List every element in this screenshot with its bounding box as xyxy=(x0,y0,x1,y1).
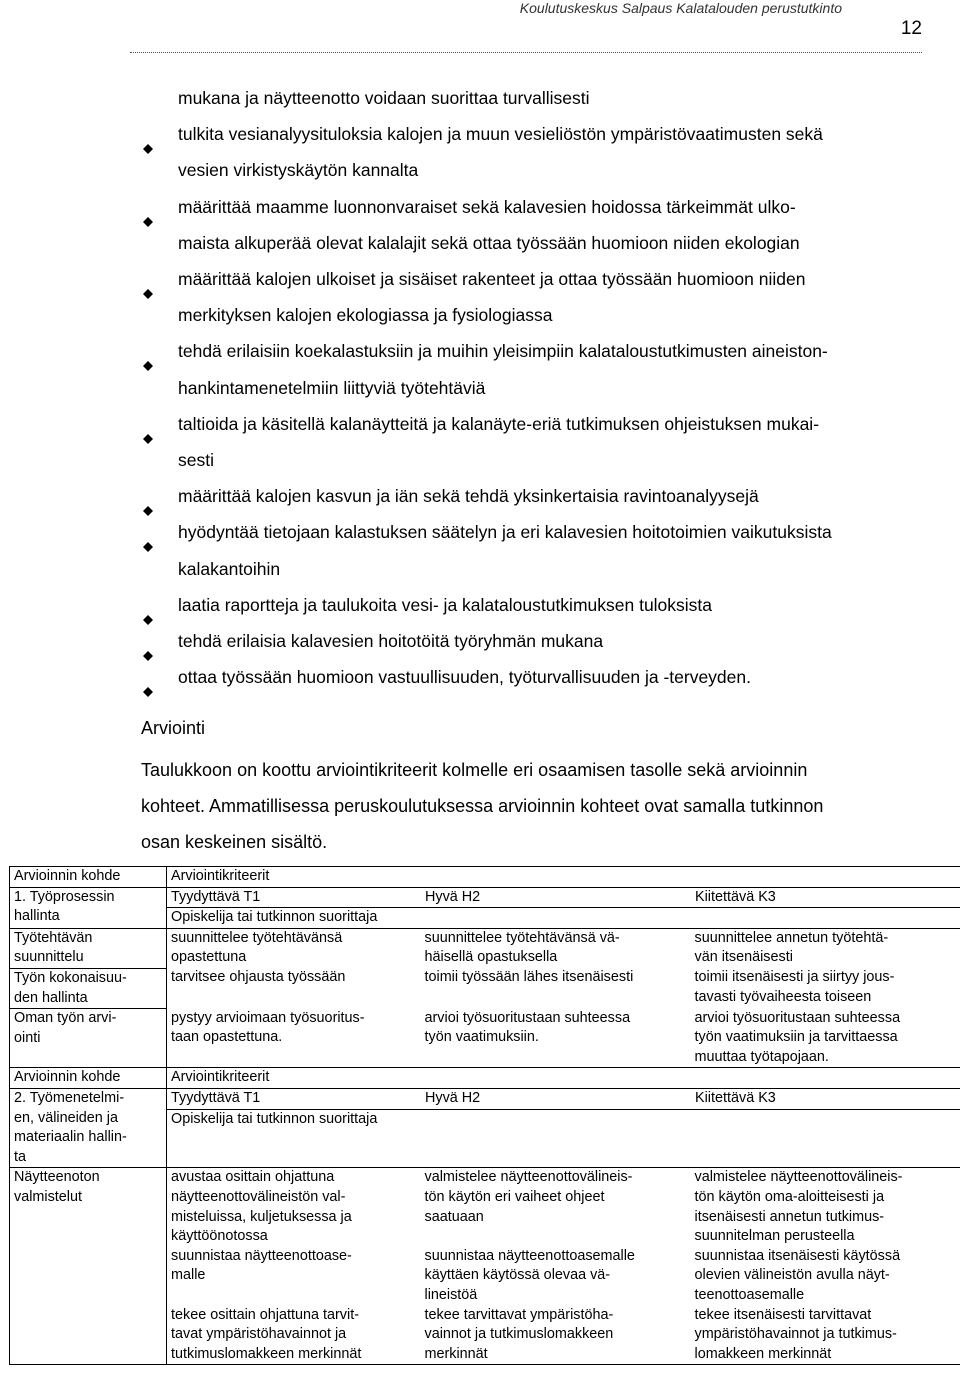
column-header-target: Arvioinnin kohde xyxy=(10,1068,167,1089)
section-paragraph: Taulukkoon on koottu arviointikriteerit kolmelle eri osaamisen tasolle sekä arvioinnin kohteet. Ammatillisessa peruskoulutuksessa arvioinnin kohteet ovat samalla tutkinnon osan keskeinen sisältö. xyxy=(141,760,824,852)
bullet-item xyxy=(0,406,960,478)
assessment-criteria-table xyxy=(9,866,960,1365)
level-t1-label: Tyydyttävä T1 xyxy=(167,1089,421,1109)
bullet-text: ottaa työssään huomioon vastuullisuuden, työturvallisuuden ja -terveyden. xyxy=(178,667,751,688)
empty-cell xyxy=(421,1109,691,1129)
empty-cell xyxy=(691,1109,960,1129)
assessment-target-group: 2. Työmenetelmi- en, välineiden ja materiaalin hallin- ta xyxy=(10,1089,167,1168)
criteria-h2: toimii työssään lähes itsenäisesti xyxy=(424,969,634,986)
bullet-item xyxy=(0,189,960,261)
bullet-item xyxy=(0,80,960,116)
empty-cell xyxy=(691,908,960,928)
criteria-t1: tekee osittain ohjattuna tarvit- tavat ympäristöhavainnot ja tutkimuslomakkeen merkinnät xyxy=(167,1306,421,1365)
assessment-target: Näytteenoton valmistelut xyxy=(10,1168,167,1247)
section-heading: Arviointi xyxy=(141,718,206,738)
criteria-k3: suunnittelee annetun työtehtä- vän itsenäisesti xyxy=(691,928,960,968)
criteria-t1: avustaa osittain ohjattuna näytteenottovälineistön val- misteluissa, kuljetuksessa ja käyttöönotossa xyxy=(167,1168,421,1247)
diamond-bullet-icon xyxy=(143,275,153,285)
column-header-criteria: Arviointikriteerit xyxy=(167,1068,960,1089)
criteria-t1: tarvitsee ohjausta työssään xyxy=(171,969,346,986)
criteria-k3: arvioi työsuoritustaan suhteessa työn vaatimuksiin ja tarvittaessa muuttaa työtapojaan. xyxy=(694,1009,901,1065)
criteria-h2: arvioi työsuoritustaan suhteessa työn vaatimuksiin. xyxy=(424,1009,631,1046)
criteria-t1: suunnistaa näytteenottoase- malle xyxy=(171,1247,352,1284)
table-row xyxy=(10,1306,960,1365)
empty-cell xyxy=(421,908,691,928)
assessment-target: Työn kokonaisuu- den hallinta xyxy=(10,968,167,1008)
bullet-item xyxy=(0,587,960,623)
table-row xyxy=(10,1247,960,1306)
criteria-t1: pystyy arvioimaan työsuoritus- taan opastettuna. xyxy=(171,1009,365,1046)
diamond-bullet-icon xyxy=(143,203,153,213)
table-level-row xyxy=(10,1089,960,1168)
level-t1-label: Tyydyttävä T1 xyxy=(167,888,421,908)
criteria-k3: toimii itsenäisesti ja siirtyy jous- tavasti työvaiheesta toiseen xyxy=(694,969,895,1006)
criteria-k3: suunnistaa itsenäisesti käytössä olevien välineistön avulla näyt- teenottoasemalle xyxy=(694,1247,901,1303)
diamond-bullet-icon xyxy=(143,130,153,140)
student-label: Opiskelija tai tutkinnon suorittaja xyxy=(171,1110,378,1127)
column-header-target: Arvioinnin kohde xyxy=(10,867,167,888)
header-divider xyxy=(130,52,922,53)
criteria-k3: tekee itsenäisesti tarvittavat ympäristöhavainnot ja tutkimus- lomakkeen merkinnät xyxy=(691,1306,960,1365)
criteria-h2: suunnittelee työtehtävänsä vä- häisellä opastuksella xyxy=(421,928,691,968)
document-header-title: Koulutuskeskus Salpaus Kalatalouden perustutkinto xyxy=(519,0,842,16)
assessment-target xyxy=(10,1306,167,1365)
criteria-h2: tekee tarvittavat ympäristöha- vainnot ja tutkimuslomakkeen merkinnät xyxy=(421,1306,691,1365)
bullet-item xyxy=(0,623,960,659)
level-cell xyxy=(167,887,960,928)
bullet-item xyxy=(0,261,960,333)
criteria-h2: valmistelee näytteenottovälineis- tön käytön eri vaiheet ohjeet saatuaan xyxy=(421,1168,691,1247)
diamond-bullet-icon xyxy=(143,637,153,647)
table-row xyxy=(10,928,960,968)
student-label: Opiskelija tai tutkinnon suorittaja xyxy=(171,909,378,926)
table-level-row xyxy=(10,887,960,928)
diamond-bullet-icon xyxy=(143,420,153,430)
objectives-bullet-list xyxy=(0,80,960,695)
criteria-k3: valmistelee näytteenottovälineis- tön käytön oma-aloitteisesti ja itsenäisesti annetun tutkimus- suunnitelman perusteella xyxy=(691,1168,960,1247)
level-subtable xyxy=(167,888,960,928)
table-row xyxy=(10,1168,960,1247)
column-header-criteria: Arviointikriteerit xyxy=(167,867,960,888)
bullet-item xyxy=(0,659,960,695)
table-row xyxy=(10,1009,960,1068)
bullet-item xyxy=(0,333,960,405)
bullet-item xyxy=(0,478,960,514)
level-subtable xyxy=(167,1089,960,1129)
bullet-text: tulkita vesianalyysituloksia kalojen ja muun vesieliöstön ympäristövaatimusten sekä vesien virkistyskäytön kannalta xyxy=(178,124,823,181)
bullet-text: laatia raportteja ja taulukoita vesi- ja kalataloustutkimuksen tuloksista xyxy=(178,594,713,615)
table-row xyxy=(10,968,960,1008)
level-k3-label: Kiitettävä K3 xyxy=(691,888,960,908)
bullet-text: määrittää maamme luonnonvaraiset sekä kalavesien hoidossa tärkeimmät ulko- maista alkuperää olevat kalalajit sekä ottaa työssään huomioon niiden ekologian xyxy=(178,196,800,253)
table-header-row xyxy=(10,867,960,888)
bullet-text: taltioida ja käsitellä kalanäytteitä ja kalanäyte-eriä tutkimuksen ohjeistuksen mukai- sesti xyxy=(178,413,820,471)
level-cell xyxy=(167,1089,960,1168)
level-h2-label: Hyvä H2 xyxy=(421,1089,691,1109)
diamond-bullet-icon xyxy=(143,528,153,538)
criteria-t1: suunnittelee työtehtävänsä opastettuna xyxy=(167,928,421,968)
level-k3-label: Kiitettävä K3 xyxy=(691,1089,960,1109)
bullet-text: mukana ja näytteenotto voidaan suorittaa turvallisesti xyxy=(178,88,590,108)
assessment-target-group: 1. Työprosessin hallinta xyxy=(10,887,167,928)
bullet-text: tehdä erilaisia kalavesien hoitotöitä työryhmän mukana xyxy=(178,631,604,652)
page-number: 12 xyxy=(900,18,922,39)
assessment-target: Työtehtävän suunnittelu xyxy=(10,928,167,968)
bullet-text: määrittää kalojen ulkoiset ja sisäiset rakenteet ja ottaa työssään huomioon niiden merkityksen kalojen ekologiassa ja fysiologiassa xyxy=(178,269,806,326)
diamond-bullet-icon xyxy=(143,673,153,683)
bullet-text: määrittää kalojen kasvun ja iän sekä tehdä yksinkertaisia ravintoanalyysejä xyxy=(178,486,759,507)
assessment-target: Oman työn arvi- ointi xyxy=(10,1009,167,1068)
diamond-bullet-icon xyxy=(143,601,153,611)
diamond-bullet-icon xyxy=(143,492,153,502)
bullet-text: tehdä erilaisiin koekalastuksiin ja muihin yleisimpiin kalataloustutkimusten aineiston- hankintamenetelmiin liittyviä työtehtäviä xyxy=(178,341,828,398)
diamond-bullet-icon xyxy=(143,347,153,357)
table-header-row xyxy=(10,1068,960,1089)
bullet-item xyxy=(0,514,960,586)
bullet-text: hyödyntää tietojaan kalastuksen säätelyn ja eri kalavesien hoitotoimien vaikutuksista kalakantoihin xyxy=(178,522,832,579)
level-h2-label: Hyvä H2 xyxy=(421,888,691,908)
criteria-h2: suunnistaa näytteenottoasemalle käyttäen käytössä olevaa vä- lineistöä xyxy=(424,1247,635,1303)
bullet-item xyxy=(0,116,960,188)
assessment-target xyxy=(10,1247,167,1306)
